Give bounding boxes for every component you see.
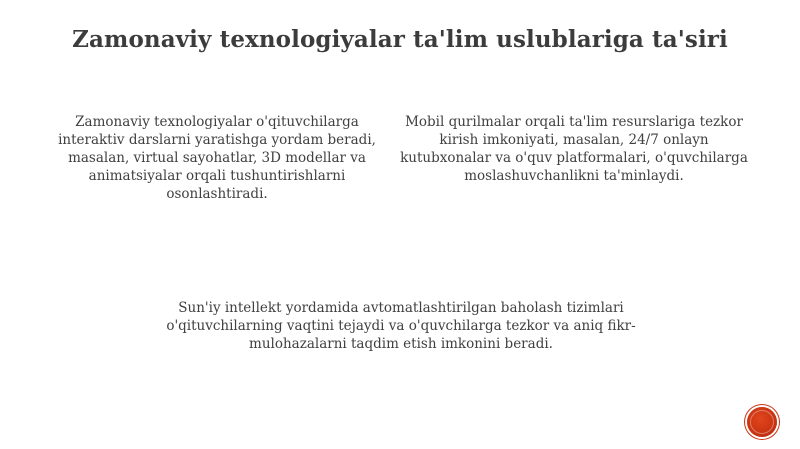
text-block-left: Zamonaviy texnologiyalar o'qituvchilarga interaktiv darslarni yaratishga yordam beradi, masalan, virtual sayohatlar, 3D modellar va animatsiyalar orqali tushuntirishlarni osonlashtiradi.	[58, 114, 376, 202]
slide-title: Zamonaviy texnologiyalar ta'lim uslublariga ta'siri	[72, 26, 728, 53]
text-block-right: Mobil qurilmalar orqali ta'lim resurslariga tezkor kirish imkoniyati, masalan, 24/7 onlayn kutubxonalar va o'quv platformalari, o'quvchilarga moslashuvchanlikni ta'minlaydi.	[400, 114, 748, 184]
next-slide-button[interactable]	[747, 407, 777, 437]
text-block-bottom: Sun'iy intellekt yordamida avtomatlashtirilgan baholash tizimlari o'qituvchilarning vaqtini tejaydi va o'quvchilarga tezkor va aniq fikr-mulohazalarni taqdim etish imkonini beradi.	[166, 300, 636, 352]
circle-nav-icon	[750, 410, 774, 434]
